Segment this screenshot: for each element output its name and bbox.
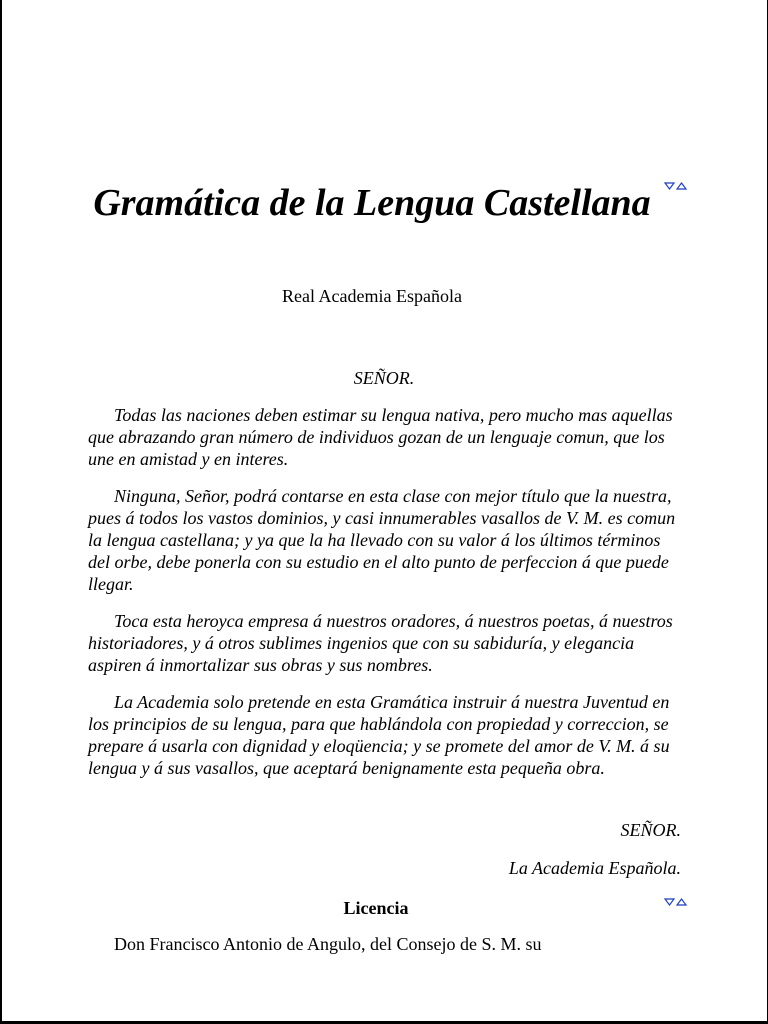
letter-signature: La Academia Española. xyxy=(508,858,681,878)
document-subtitle: Real Academia Española xyxy=(282,286,462,306)
letter-paragraph: Ninguna, Señor, podrá contarse en esta clase con mejor título que la nuestra, pues á todos los vastos dominios, y casi innumerables vasallos de V. M. es comun la lengua castellana; y ya que la ha llevado con su valor á los últimos términos del orbe, debe ponerla con su estudio en el alto punto de perfeccion á que puede llegar. xyxy=(88,486,676,594)
licencia-heading: Licencia xyxy=(343,898,409,918)
closing-salutation: SEÑOR. xyxy=(620,820,681,840)
letter-paragraph: Toca esta heroyca empresa á nuestros oradores, á nuestros poetas, á nuestros historiadores, y á otros sublimes ingenios que con su sabiduría, y elegancia aspiren á inmortalizar sus obras y sus nombres. xyxy=(88,611,673,675)
salutation: SEÑOR. xyxy=(353,368,415,388)
letter-body xyxy=(88,404,686,794)
letter-paragraph: Todas las naciones deben estimar su lengua nativa, pero mucho mas aquellas que abrazando gran número de individuos gozan de un lenguaje comun, que los une en amistad y en interes. xyxy=(88,405,673,469)
document-title: Gramática de la Lengua Castellana xyxy=(93,182,651,224)
letter-paragraph: La Academia solo pretende en esta Gramática instruir á nuestra Juventud en los principios de su lengua, para que hablándola con propiedad y correccion, se prepare á usarla con dignidad y eloqüencia; y se promete del amor de V. M. á su lengua y á sus vasallos, que aceptará benignamente esta pequeña obra. xyxy=(88,692,670,778)
licencia-paragraph: Don Francisco Antonio de Angulo, del Consejo de S. M. su xyxy=(114,934,542,954)
